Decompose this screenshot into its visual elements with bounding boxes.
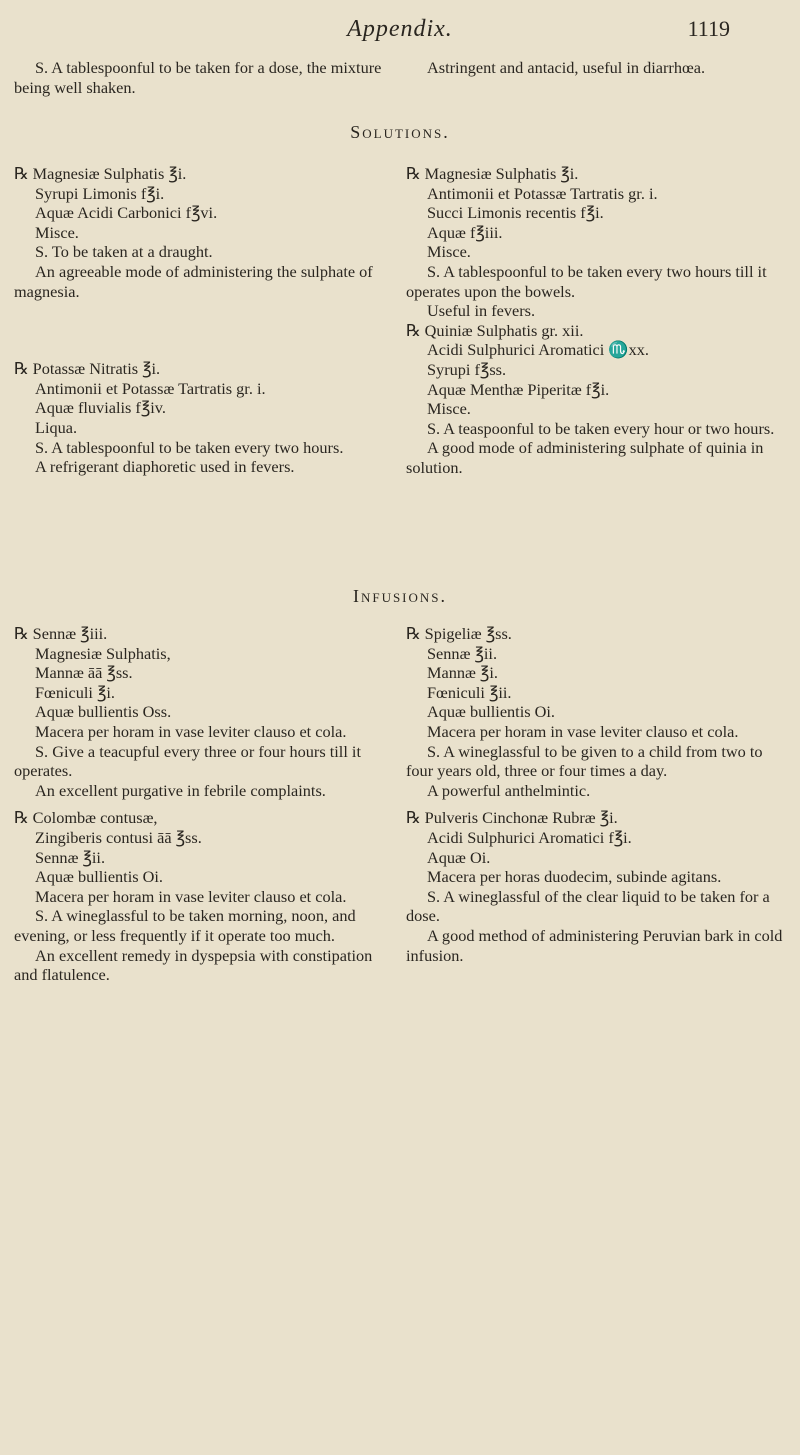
prescription-line: ℞ Spigeliæ ℥ss. (406, 624, 512, 643)
prescription-line: Succi Limonis recentis f℥i. (427, 203, 604, 223)
prescription-line: Aquæ Acidi Carbonici f℥vi. (35, 203, 218, 223)
prescription-line: Macera per horas duodecim, subinde agitans. (427, 867, 722, 887)
prescription-magnesia-antimony (406, 164, 784, 321)
prescription-line: Misce. (35, 222, 79, 242)
prescription-line: Aquæ Oi. (427, 847, 491, 867)
running-title: Appendix. (347, 16, 453, 42)
prescription-line: Aquæ Menthæ Piperitæ f℥i. (427, 379, 610, 399)
prescription-line: Magnesiæ Sulphatis, (35, 643, 171, 663)
prescription-line: ℞ Quiniæ Sulphatis gr. xii. (406, 320, 584, 340)
remark-line: A good mode of administering sulphate of quinia in solution. (406, 438, 764, 477)
prescription-line: Aquæ fluvialis f℥iv. (35, 398, 166, 418)
prescription-line: Aquæ f℥iii. (427, 222, 503, 242)
remark-line: A good method of administering Peruvian bark in cold infusion. (406, 925, 783, 965)
prescription-line: ℞ Sennæ ℥iii. (14, 624, 108, 643)
intro-left (14, 58, 384, 97)
prescription-line: Sennæ ℥ii. (35, 847, 106, 867)
prescription-line: Fœniculi ℥ii. (427, 682, 512, 702)
remark-line: Useful in fevers. (427, 301, 536, 321)
intro-right-text: Astringent and antacid, useful in diarrhœa. (427, 58, 706, 77)
infusions-right-column (406, 624, 784, 965)
prescription-line: Mannæ āā ℥ss. (35, 663, 133, 683)
prescription-line: Aquæ bullientis Oi. (35, 867, 163, 887)
page-number: 1119 (687, 16, 730, 41)
prescription-colomba-infusion (14, 808, 384, 984)
prescription-cinchona-infusion (406, 808, 784, 965)
prescription-potassa-nitrate (14, 359, 384, 477)
prescription-line: ℞ Magnesiæ Sulphatis ℥i. (14, 164, 187, 183)
section-title-solutions: Solutions. (350, 122, 450, 142)
intro-left-text: S. A tablespoonful to be taken for a dose, the mixture being well shaken. (14, 58, 382, 97)
prescription-line: Syrupi f℥ss. (427, 359, 507, 379)
remark-line: A refrigerant diaphoretic used in fevers. (35, 457, 295, 477)
prescription-quinia-sulphate (406, 321, 784, 478)
prescription-line: Fœniculi ℥i. (35, 682, 115, 702)
remark-line: A powerful anthelmintic. (427, 780, 591, 800)
remark-line: An excellent purgative in febrile complaints. (35, 780, 326, 800)
signa-line: S. A wineglassful of the clear liquid to be taken for a dose. (406, 886, 770, 926)
prescription-line: Aquæ bullientis Oss. (35, 702, 172, 722)
prescription-line: Liqua. (35, 417, 78, 437)
prescription-line: ℞ Potassæ Nitratis ℥i. (14, 359, 161, 379)
prescription-line: Acidi Sulphurici Aromatici ♏xx. (427, 340, 649, 360)
prescription-senna-infusion (14, 624, 384, 800)
remark-line: An agreeable mode of administering the sulphate of magnesia. (14, 261, 373, 301)
prescription-line: Macera per horam in vase leviter clauso et cola. (427, 721, 739, 741)
signa-line: S. A wineglassful to be given to a child from two to four years old, three or four times a day. (406, 741, 763, 781)
signa-line: S. A tablespoonful to be taken every two hours. (35, 437, 344, 457)
signa-line: S. A tablespoonful to be taken every two hours till it operates upon the bowels. (406, 261, 767, 301)
prescription-line: Mannæ ℥i. (427, 663, 498, 683)
prescription-spigelia-infusion (406, 624, 784, 800)
prescription-line: Syrupi Limonis f℥i. (35, 183, 165, 203)
prescription-magnesia-draught (14, 164, 384, 301)
prescription-line: Macera per horam in vase leviter clauso et cola. (35, 886, 347, 906)
prescription-line: Antimonii et Potassæ Tartratis gr. i. (35, 378, 266, 398)
signa-line: S. A wineglassful to be taken morning, noon, and evening, or less frequently if it operate too much. (14, 906, 356, 945)
signa-line: S. A teaspoonful to be taken every hour or two hours. (427, 418, 775, 438)
prescription-line: Macera per horam in vase leviter clauso et cola. (35, 721, 347, 741)
prescription-line: Acidi Sulphurici Aromatici f℥i. (427, 827, 632, 847)
prescription-line: ℞ Magnesiæ Sulphatis ℥i. (406, 164, 579, 183)
infusions-left-column (14, 624, 384, 985)
solutions-left-column (14, 164, 384, 477)
signa-line: S. To be taken at a draught. (35, 242, 213, 262)
remark-line: An excellent remedy in dyspepsia with constipation and flatulence. (14, 945, 373, 985)
page-header (0, 8, 800, 48)
prescription-line: Misce. (427, 399, 471, 419)
prescription-line: Aquæ bullientis Oi. (427, 702, 555, 722)
prescription-line: ℞ Colombæ contusæ, (14, 808, 158, 828)
section-title-infusions: Infusions. (352, 586, 448, 606)
prescription-line: Misce. (427, 242, 471, 262)
prescription-line: Sennæ ℥ii. (427, 643, 498, 663)
intro-right (406, 58, 784, 78)
solutions-right-column (406, 164, 784, 478)
prescription-line: ℞ Pulveris Cinchonæ Rubræ ℥i. (406, 808, 618, 828)
signa-line: S. Give a teacupful every three or four hours till it operates. (14, 741, 361, 781)
prescription-line: Zingiberis contusi āā ℥ss. (35, 827, 202, 847)
prescription-line: Antimonii et Potassæ Tartratis gr. i. (427, 183, 658, 203)
